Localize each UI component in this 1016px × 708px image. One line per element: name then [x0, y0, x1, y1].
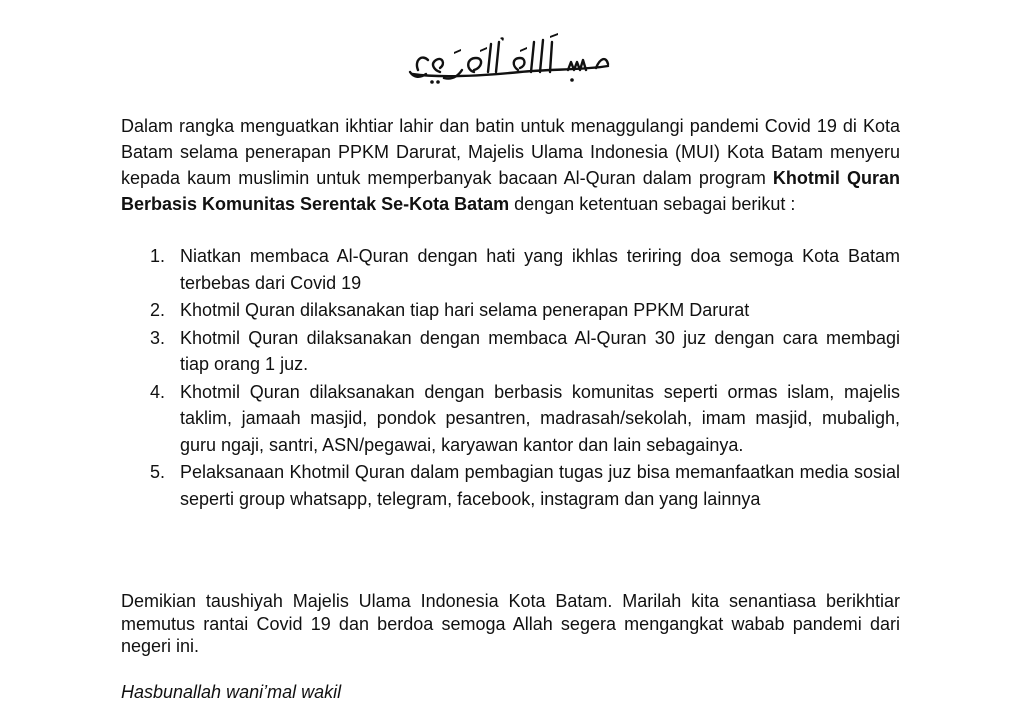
list-item-number: 3.: [150, 327, 166, 348]
list-item: [150, 459, 900, 512]
intro-text-after: dengan ketentuan sebagai berikut :: [509, 194, 796, 214]
list-item-text: Khotmil Quran dilaksanakan tiap hari selama penerapan PPKM Darurat: [180, 300, 750, 320]
list-item: [150, 243, 900, 296]
list-item-number: 5.: [150, 462, 166, 482]
signoff-text: Hasbunallah wani’mal wakil: [121, 682, 342, 702]
list-item-number: 2.: [150, 300, 166, 320]
list-item-text: Pelaksanaan Khotmil Quran dalam pembagian tugas juz bisa memanfaatkan media sosial seperti group whatsapp, telegram, facebook, instagram dan yang lainnya: [180, 462, 900, 509]
intro-text-before: Dalam rangka menguatkan ikhtiar lahir dan batin untuk menaggulangi pandemi Covid 19 di Kota Batam selama penerapan PPKM Darurat, Majelis Ulama Indonesia (MUI) Kota Batam menyeru kepada kaum muslimin untuk memperbanyak bacaan Al-Quran dalam program: [121, 116, 900, 188]
list-item-text: Khotmil Quran dilaksanakan dengan membaca Al-Quran 30 juz dengan cara membagi tiap orang 1 juz.: [180, 327, 900, 374]
bismillah-calligraphy-icon: [400, 30, 620, 86]
list-item-number: 4.: [150, 381, 166, 402]
list-item: [150, 379, 900, 459]
list-item-number: 1.: [150, 246, 166, 266]
list-item: [150, 297, 900, 324]
intro-paragraph: [121, 113, 900, 217]
list-item-text: Khotmil Quran dilaksanakan dengan berbasis komunitas seperti ormas islam, majelis taklim, jamaah masjid, pondok pesantren, madrasah/sekolah, imam masjid, mubaligh, guru ngaji, santri, ASN/pegawai, karyawan kantor dan lain sebagainya.: [180, 381, 900, 455]
list-item-text: Niatkan membaca Al-Quran dengan hati yang ikhlas teriring doa semoga Kota Batam terbebas dari Covid 19: [180, 246, 900, 293]
program-name: Khotmil Quran Berbasis Komunitas Serentak Se-Kota Batam: [121, 168, 900, 214]
list-item: [150, 325, 900, 378]
rules-list: [150, 243, 900, 513]
closing-paragraph: Demikian taushiyah Majelis Ulama Indonesia Kota Batam. Marilah kita senantiasa berikhtiar memutus rantai Covid 19 dan berdoa semoga Allah segera mengangkat wabab pandemi dari negeri ini.: [121, 591, 900, 656]
